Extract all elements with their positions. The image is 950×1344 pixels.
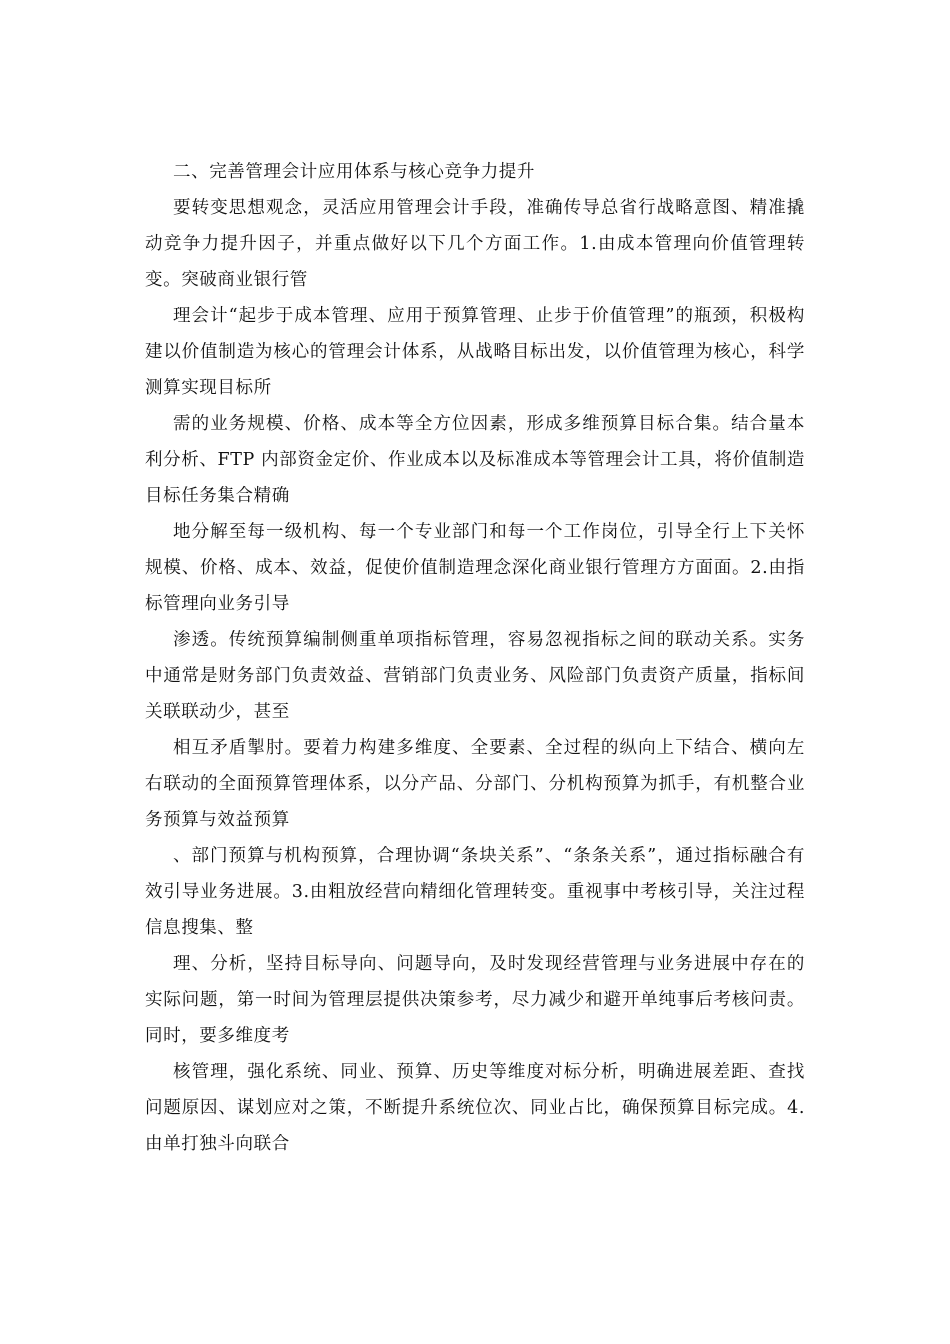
body-paragraph: 需的业务规模、价格、成本等全方位因素，形成多维预算目标合集。结合量本利分析、FTP 内部资金定价、作业成本以及标准成本等管理会计工具，将价值制造目标任务集合精确 xyxy=(145,414,805,506)
body-paragraph: 渗透。传统预算编制侧重单项指标管理，容易忽视指标之间的联动关系。实务中通常是财务部门负责效益、营销部门负责业务、风险部门负责资产质量，指标间关联联动少，甚至 xyxy=(145,630,805,722)
body-paragraph: 核管理，强化系统、同业、预算、历史等维度对标分析，明确进展差距、查找问题原因、谋划应对之策，不断提升系统位次、同业占比，确保预算目标完成。4.由单打独斗向联合 xyxy=(145,1062,805,1154)
body-paragraph: 要转变思想观念，灵活应用管理会计手段，准确传导总省行战略意图、精准撬动竞争力提升因子，并重点做好以下几个方面工作。1.由成本管理向价值管理转变。突破商业银行管 xyxy=(145,198,805,290)
body-paragraph: 理、分析，坚持目标导向、问题导向，及时发现经营管理与业务进展中存在的实际问题，第一时间为管理层提供决策参考，尽力减少和避开单纯事后考核问责。同时，要多维度考 xyxy=(145,954,805,1046)
body-paragraph: 、部门预算与机构预算，合理协调“条块关系”、“条条关系”，通过指标融合有效引导业务进展。3.由粗放经营向精细化管理转变。重视事中考核引导，关注过程信息搜集、整 xyxy=(145,846,805,938)
body-paragraph: 理会计“起步于成本管理、应用于预算管理、止步于价值管理”的瓶颈，积极构建以价值制造为核心的管理会计体系，从战略目标出发，以价值管理为核心，科学测算实现目标所 xyxy=(145,306,805,398)
section-heading: 二、完善管理会计应用体系与核心竞争力提升 xyxy=(173,162,535,182)
body-paragraph: 地分解至每一级机构、每一个专业部门和每一个工作岗位，引导全行上下关怀规模、价格、成本、效益，促使价值制造理念深化商业银行管理方方面面。2.由指标管理向业务引导 xyxy=(145,522,805,614)
body-paragraph: 相互矛盾掣肘。要着力构建多维度、全要素、全过程的纵向上下结合、横向左右联动的全面预算管理体系，以分产品、分部门、分机构预算为抓手，有机整合业务预算与效益预算 xyxy=(145,738,805,830)
